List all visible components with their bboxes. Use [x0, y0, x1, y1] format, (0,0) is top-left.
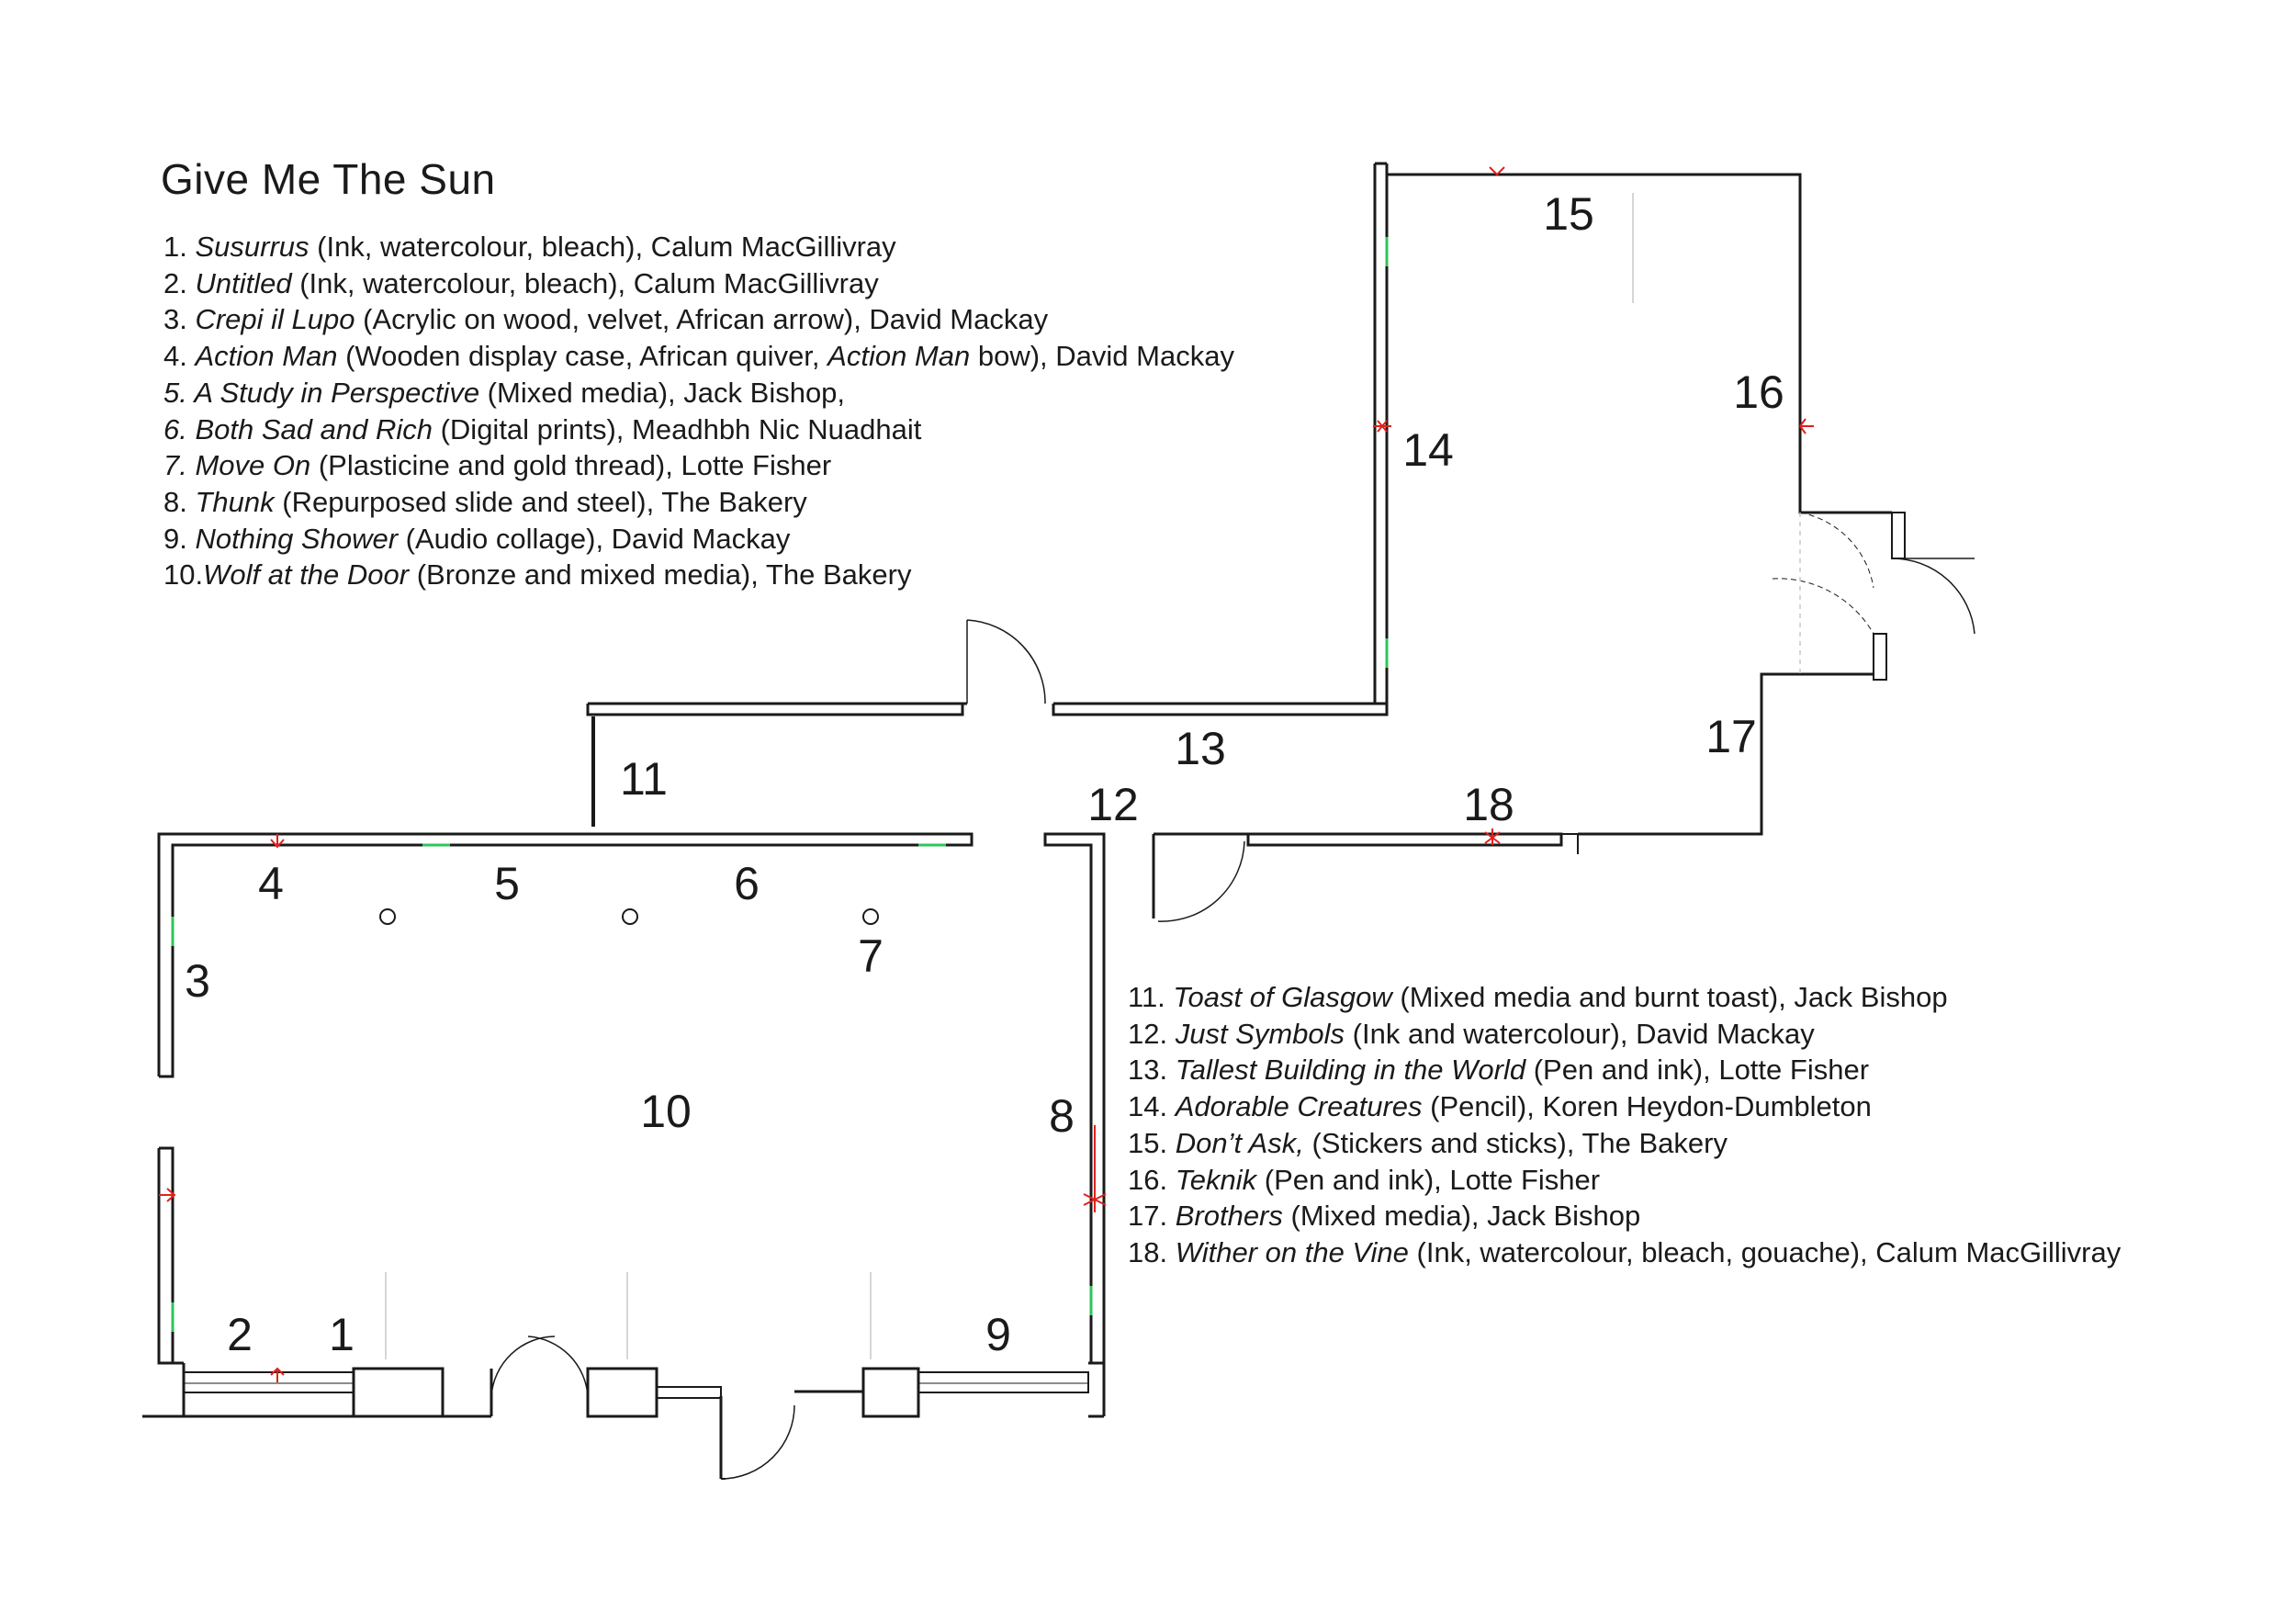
wall-corridor-lower-right	[1154, 834, 1561, 845]
location-2: 2	[227, 1309, 253, 1360]
door-jamb-top	[1892, 513, 1905, 558]
works-list-lower	[1128, 979, 2121, 1271]
marker-2	[271, 1369, 284, 1382]
work-entry: 8. Thunk (Repurposed slide and steel), The Bakery	[163, 485, 807, 518]
pillars	[380, 909, 878, 924]
door-swing-c	[721, 1405, 794, 1479]
location-14: 14	[1402, 424, 1454, 476]
work-entry: 2. Untitled (Ink, watercolour, bleach), Calum MacGillivray	[163, 266, 879, 299]
door-swing-a	[491, 1336, 555, 1396]
work-entry: 13. Tallest Building in the World (Pen and ink), Lotte Fisher	[1128, 1054, 1870, 1087]
work-entry: 18. Wither on the Vine (Ink, watercolour, bleach, gouache), Calum MacGillivray	[1128, 1235, 2122, 1268]
work-entry: 3. Crepi il Lupo (Acrylic on wood, velvet, African arrow), David Mackay	[163, 303, 1049, 336]
location-11: 11	[620, 753, 668, 805]
door-swing-h	[1800, 513, 1874, 588]
work-entry: 14. Adorable Creatures (Pencil), Koren Heydon-Dumbleton	[1128, 1090, 1872, 1123]
door-swing-d	[967, 620, 1045, 704]
door-swing-g	[1773, 579, 1874, 634]
door-swing-f	[1892, 558, 1975, 634]
marker-8	[1084, 1125, 1106, 1212]
location-5: 5	[494, 858, 520, 909]
location-10: 10	[640, 1086, 692, 1137]
plinth-1	[354, 1369, 443, 1416]
work-entry: 7. Move On (Plasticine and gold thread), Lotte Fisher	[163, 449, 832, 482]
window-frame-right	[918, 1372, 1088, 1392]
work-entry: 12. Just Symbols (Ink and watercolour), David Mackay	[1128, 1017, 1815, 1050]
plinth-3	[863, 1369, 918, 1416]
work-entry: 10.Wolf at the Door (Bronze and mixed media), The Bakery	[163, 558, 912, 592]
location-16: 16	[1733, 366, 1784, 418]
window-frame-mid	[657, 1387, 721, 1398]
door-swing-b	[528, 1336, 588, 1396]
work-entry: 17. Brothers (Mixed media), Jack Bishop	[1128, 1200, 1641, 1233]
door-swing-e	[1158, 841, 1244, 921]
location-7: 7	[858, 930, 884, 982]
wall-left-lower	[159, 1148, 173, 1363]
location-6: 6	[734, 858, 760, 909]
location-8: 8	[1049, 1090, 1075, 1142]
window-frame-left	[184, 1372, 354, 1392]
marker-18	[1485, 828, 1500, 845]
location-15: 15	[1543, 188, 1594, 240]
plinth-2	[588, 1369, 657, 1416]
work-entry: 15. Don’t Ask, (Stickers and sticks), The Bakery	[1128, 1126, 1728, 1159]
work-entry: 1. Susurrus (Ink, watercolour, bleach), Calum MacGillivray	[163, 231, 896, 263]
works-list-upper	[163, 229, 1234, 593]
location-3: 3	[185, 955, 210, 1007]
work-entry: 6. Both Sad and Rich (Digital prints), Meadhbh Nic Nuadhait	[163, 412, 922, 445]
location-9: 9	[985, 1309, 1011, 1360]
location-4: 4	[258, 858, 284, 909]
work-entry: 11. Toast of Glasgow (Mixed media and burnt toast), Jack Bishop	[1128, 981, 1948, 1013]
location-13: 13	[1175, 723, 1226, 774]
work-entry: 16. Teknik (Pen and ink), Lotte Fisher	[1128, 1163, 1601, 1196]
pillar-3	[863, 909, 878, 924]
work-entry: 4. Action Man (Wooden display case, African quiver, Action Man bow), David Mackay	[163, 340, 1234, 373]
location-17: 17	[1705, 711, 1757, 762]
pillar-2	[623, 909, 637, 924]
page-title: Give Me The Sun	[161, 155, 496, 203]
wall-corridor-upper-left	[588, 704, 962, 715]
wall-corridor-upper-right	[1053, 704, 1387, 715]
marker-16	[1800, 419, 1814, 434]
location-12: 12	[1087, 779, 1139, 830]
work-entry: 5. A Study in Perspective (Mixed media), Jack Bishop,	[163, 376, 846, 409]
location-18: 18	[1463, 779, 1514, 830]
location-1: 1	[329, 1309, 355, 1360]
door-jamb-bottom	[1874, 634, 1886, 680]
pillar-1	[380, 909, 395, 924]
work-entry: 9. Nothing Shower (Audio collage), David Mackay	[163, 522, 791, 555]
